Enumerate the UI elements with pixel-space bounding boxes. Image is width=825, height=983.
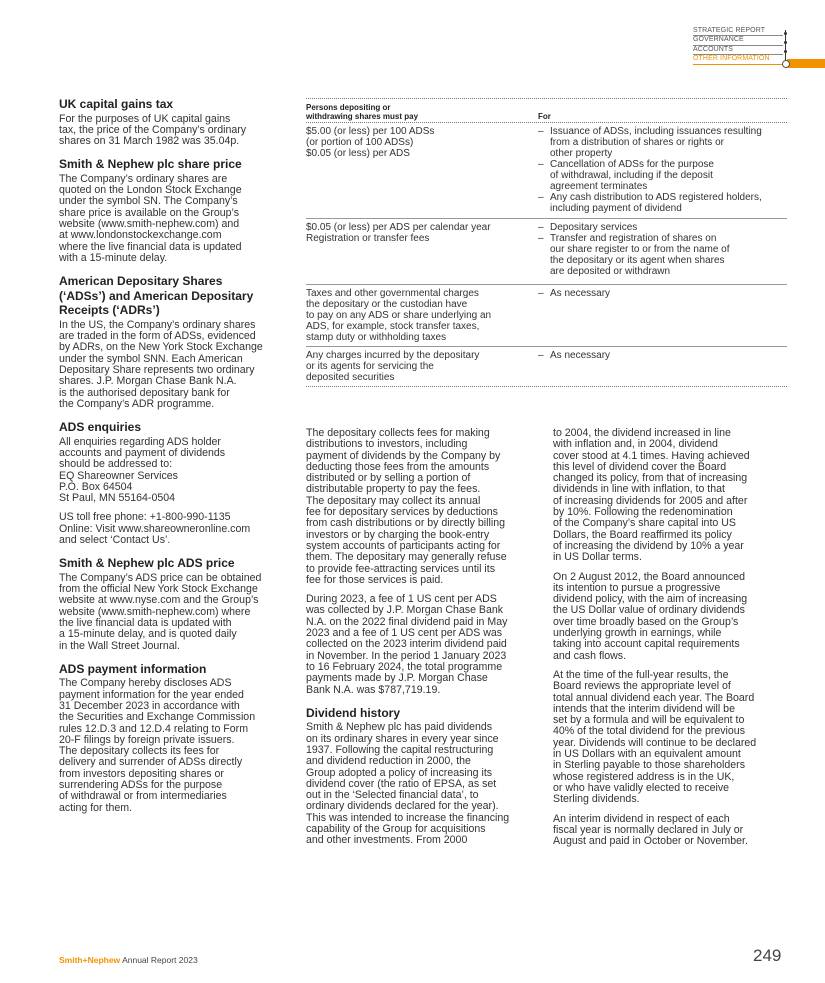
nav-other-information[interactable]: OTHER INFORMATION	[693, 55, 783, 64]
fee-cell: $5.00 (or less) per 100 ADSs (or portion of 100 ADSs) $0.05 (or less) per ADS	[306, 126, 435, 159]
dividend-history-paragraph: Smith & Nephew plc has paid dividends on its ordinary shares in every year since 1937. Following the capital restructuring and dividend reduction in 2000, the Group adopted a policy of increasing its dividend cover (the ratio of EPSA, as set out in the ‘Selected financial data’, to ordinary dividends declared for the year). This was intended to increase the financing capability of the Group for acquisitions and other investments. From 2000	[306, 721, 510, 847]
left-column	[59, 97, 288, 824]
payment-heading: ADS payment information	[59, 661, 207, 676]
middle-column	[306, 428, 539, 847]
cgt-section	[59, 97, 288, 147]
fee-cell: Taxes and other governmental charges the depositary or the custodian have to pay on any ADS or share underlying an ADS, for example, stock transfer taxes, stamp duty or withholding taxes	[306, 288, 492, 343]
nav-position-indicator	[782, 60, 790, 68]
annual-review-paragraph: At the time of the full-year results, the Board reviews the appropriate level of total annual dividend each year. The Board intends that the interim dividend will be set by a formula and will be equivalent to 40% of the total dividend for the previous year. Dividends will continue to be declared in US Dollars with an equivalent amount in Sterling payable to those shareholders whose registered address is in the UK, or who have validly elected to receive Sterling dividends.	[553, 668, 757, 806]
fee-purpose-list	[538, 288, 787, 343]
ads-heading: American Depositary Shares (‘ADSs’) and American Depositary Receipts (‘ADRs’)	[59, 274, 254, 318]
right-column	[553, 428, 786, 855]
dividend-policy-paragraph: to 2004, the dividend increased in line with inflation and, in 2004, dividend cover stood at 4.1 times. Having achieved this level of dividend cover the Board changed its policy, from that of increasing dividends in line with inflation, to that of increasing dividends for 2005 and after by 10%. Following the redenomination of the Company’s share capital into US Dollars, the Board reaffirmed its policy of increasing the dividend by 10% a year in US Dollar terms.	[553, 427, 750, 564]
fee-table-header	[306, 99, 787, 121]
fees-2023-paragraph: During 2023, a fee of 1 US cent per ADS was collected by J.P. Morgan Chase Bank N.A. on the 2022 final dividend paid in May 2023 and a fee of 1 US cent per ADS was collected on the 2023 interim dividend paid in November. In the period 1 January 2023 to 16 February 2024, the total programme payments made by J.P. Morgan Chase Bank N.A. was $787,719.19.	[306, 593, 508, 696]
progressive-policy-paragraph: On 2 August 2012, the Board announced its intention to pursue a progressive dividend policy, with the aim of increasing the US Dollar value of ordinary dividends over time broadly based on the Group’s underlying growth in earnings, while taking into account capital requirements and cash flows.	[553, 570, 748, 662]
footer	[59, 955, 198, 965]
nav-accounts[interactable]: ACCOUNTS	[693, 46, 783, 55]
share-price-body: The Company’s ordinary shares are quoted on the London Stock Exchange under the symbol SN. The Company’s share price is available on the Group’s website (www.smith-nephew.com) and at www.londonstockexchange.com where the live financial data is updated with a 15-minute delay.	[59, 172, 242, 264]
nav-dot	[784, 41, 787, 44]
list-item: – Depositary services	[538, 222, 638, 233]
fee-cell: $0.05 (or less) per ADS per calendar year Registration or transfer fees	[306, 222, 491, 244]
share-price-heading: Smith & Nephew plc share price	[59, 157, 242, 172]
nav-active-bar	[787, 59, 825, 68]
ads-fee-table	[306, 98, 787, 387]
ads-section	[59, 274, 288, 410]
fee-purpose-list	[538, 350, 787, 383]
ads-price-heading: Smith & Nephew plc ADS price	[59, 556, 235, 571]
payment-body: The Company hereby discloses ADS payment information for the year ended 31 December 2023 in accordance with the Securities and Exchange Commission rules 12.D.3 and 12.D.4 relating to Form 20-F filings by foreign private issuers. The depositary collects its fees for delivery and surrender of ADSs directly from investors depositing shares or surrendering ADSs for the purpose of withdrawal or from intermediaries acting for them.	[59, 677, 256, 814]
table-row	[306, 347, 787, 385]
list-item: – As necessary	[538, 350, 611, 361]
section-navigation	[693, 27, 783, 65]
enquiries-section	[59, 420, 288, 546]
depositary-fees-paragraph: The depositary collects fees for making distributions to investors, including payment of dividends by the Company by deducting those fees from the amounts distributed or by selling a portion of distributable property to pay the fees. The depositary may collect its annual fee for depositary services by deductions from cash distributions or by directly billing investors or by charging the book-entry system accounts of participants acting for them. The depositary may generally refuse to provide fee-attracting services until its fee for those services is paid.	[306, 427, 507, 586]
list-item: – Issuance of ADSs, including issuances resulting from a distribution of shares or rights or other property	[538, 126, 762, 159]
table-row	[306, 123, 787, 216]
nav-dot	[784, 50, 787, 53]
nav-governance[interactable]: GOVERNANCE	[693, 36, 783, 45]
report-title: Annual Report 2023	[122, 955, 198, 965]
cgt-heading: UK capital gains tax	[59, 97, 174, 111]
enquiries-body: All enquiries regarding ADS holder accounts and payment of dividends should be addressed to: EQ Shareowner Services P.O. Box 64504 St Paul, MN 55164-0504	[59, 435, 226, 505]
fee-cell: Any charges incurred by the depositary or its agents for servicing the deposited securities	[306, 350, 480, 383]
ads-body: In the US, the Company’s ordinary shares are traded in the form of ADSs, evidenced by ADRs, on the New York Stock Exchange under the symbol SNN. Each American Depositary Share represents two ordinary shares. J.P. Morgan Chase Bank N.A. is the authorised depositary bank for the Company’s ADR programme.	[59, 318, 263, 410]
payment-section	[59, 662, 288, 814]
list-item: – As necessary	[538, 288, 611, 299]
table-row	[306, 285, 787, 345]
dividend-history-heading: Dividend history	[306, 705, 401, 720]
fee-header-for: For	[538, 112, 551, 121]
fee-header-persons: Persons depositing or withdrawing shares must pay	[306, 103, 419, 121]
enquiries-heading: ADS enquiries	[59, 420, 142, 435]
ads-price-section	[59, 556, 288, 652]
fee-purpose-list	[538, 126, 787, 214]
brand-name: Smith+Nephew	[59, 955, 121, 965]
fee-purpose-list	[538, 222, 787, 277]
nav-dot	[784, 32, 787, 35]
list-item: – Any cash distribution to ADS registered holders, including payment of dividend	[538, 192, 762, 214]
list-item: – Cancellation of ADSs for the purpose of withdrawal, including if the deposit agreement terminates	[538, 159, 714, 192]
enquiries-contact: US toll free phone: +1-800-990-1135 Online: Visit www.shareowneronline.com and select ‘Contact Us’.	[59, 511, 251, 547]
table-row	[306, 219, 787, 279]
interim-dividend-paragraph: An interim dividend in respect of each fiscal year is normally declared in July or August and paid in October or November.	[553, 812, 748, 848]
nav-strategic-report[interactable]: STRATEGIC REPORT	[693, 27, 783, 36]
share-price-section	[59, 157, 288, 264]
ads-price-body: The Company’s ADS price can be obtained from the official New York Stock Exchange website at www.nyse.com and the Group’s website (www.smith-nephew.com) where the live financial data is updated with a 15-minute delay, and is quoted daily in the Wall Street Journal.	[59, 571, 262, 652]
list-item: – Transfer and registration of shares on our share register to or from the name of the depositary or its agent when shares are deposited or withdrawn	[538, 233, 730, 277]
cgt-body: For the purposes of UK capital gains tax, the price of the Company’s ordinary shares on 31 March 1982 was 35.04p.	[59, 112, 247, 148]
page-number: 249	[753, 946, 782, 965]
